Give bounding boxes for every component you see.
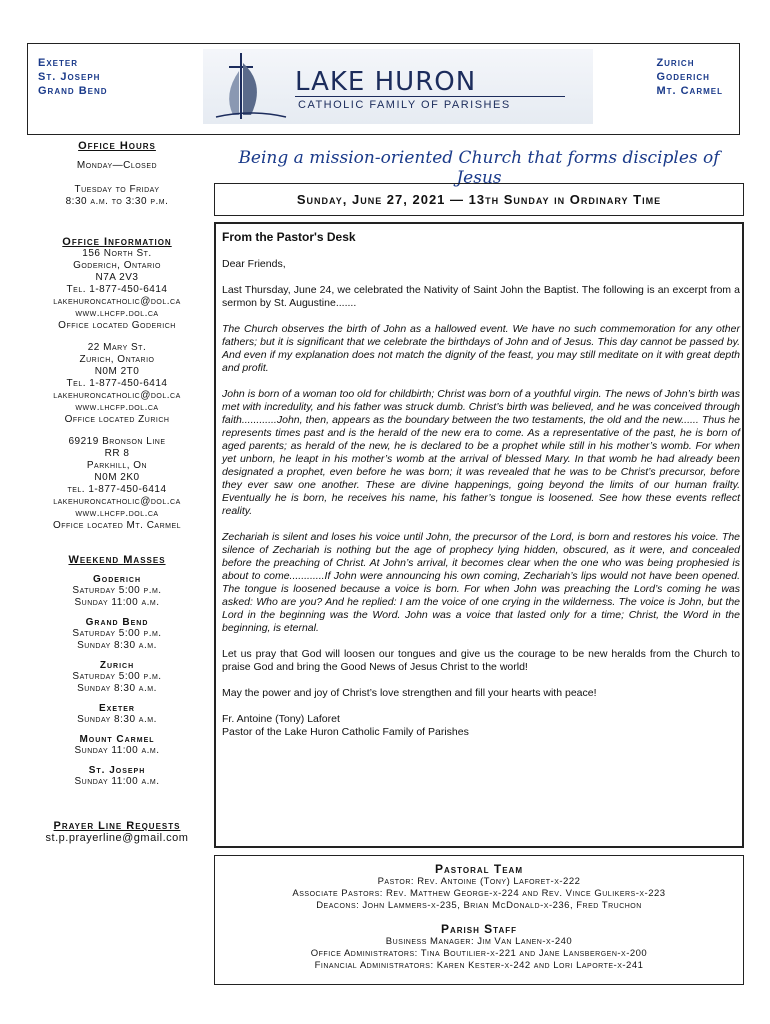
office-hours-line: Tuesday to Friday <box>74 184 160 195</box>
quote-paragraph: The Church observes the birth of John as a hallowed event. We have no such commemoration for any other fathers; but it is significant that we celebrate the birthdays of John and of Jesus. This day cannot be passed by. And even if my explanation does not match the dignity of the feast, you may still meditate on it with great depth and profit. <box>222 323 740 374</box>
mass-parish: Exeter <box>98 703 135 714</box>
staff-line: Pastor: Rev. Antoine (Tony) Laforet-x-222 <box>377 876 581 887</box>
parish-name: Grand Bend <box>38 85 108 97</box>
parish-name: Zurich <box>656 57 695 69</box>
cross-sail-icon <box>211 49 291 124</box>
staff-line: Financial Administrators: Karen Kester-x-242 and Lori Laporte-x-241 <box>314 960 644 971</box>
office-hours-title: Office Hours <box>78 140 156 152</box>
mass-time: Saturday 5:00 p.m. <box>72 628 162 639</box>
pastors-desk-title: From the Pastor's Desk <box>222 230 356 244</box>
mass-time: Saturday 5:00 p.m. <box>72 671 162 682</box>
mass-parish: Goderich <box>92 574 142 585</box>
office-line: 156 North St. <box>82 248 152 259</box>
office-block <box>27 436 207 532</box>
logo-title: LAKE HURON <box>295 67 477 97</box>
parish-staff-title: Parish Staff <box>440 922 518 936</box>
header <box>27 43 740 135</box>
office-line: Goderich, Ontario <box>73 260 161 271</box>
parishes-left <box>38 56 108 98</box>
office-email[interactable]: lakehuroncatholic@dol.ca <box>53 296 181 307</box>
paragraph: Let us pray that God will loosen our tongues and give us the courage to be new heralds from the Church to praise God and bring the Good News of Jesus Christ to the world! <box>222 648 740 673</box>
mass-time: Sunday 11:00 a.m. <box>74 597 160 608</box>
parish-name: Mt. Carmel <box>656 85 723 97</box>
parish-name: Exeter <box>38 57 79 69</box>
prayer-line-title: Prayer Line Requests <box>53 820 181 832</box>
office-phone: Tel. 1-877-450-6414 <box>66 378 168 389</box>
office-line: Parkhill, On <box>86 460 148 471</box>
staff-line: Office Administrators: Tina Boutilier-x-221 and Jane Lansbergen-x-200 <box>310 948 648 959</box>
greeting: Dear Friends, <box>222 258 286 270</box>
mass-parish: St. Joseph <box>88 765 146 776</box>
pastoral-team-title: Pastoral Team <box>435 862 523 876</box>
date-banner <box>214 183 744 216</box>
mass-time: Sunday 11:00 a.m. <box>74 776 160 787</box>
office-website[interactable]: www.lhcfp.dol.ca <box>75 508 159 519</box>
mass-time: Sunday 8:30 a.m. <box>77 640 157 651</box>
logo <box>203 49 593 124</box>
office-info-title: Office Information <box>62 236 172 248</box>
quote-paragraph: Zechariah is silent and loses his voice until John, the precursor of the Lord, is born and restores his voice. The silence of Zechariah is nothing but the age of prophecy lying hidden, obscured, as it were, and concealed before the preaching of Christ. At John’s arrival, it becomes clear when the one who was being prophesied is about to come............If John were announcing his own coming, Zechariah’s lips would not have been opened. The tongue is loosened because a voice is born. For when John was preaching the Lord’s coming he was asked: Who are you? And he replied: I am the voice of one crying in the wilderness. The voice is John, but the Lord in the beginning was the Word. John was a voice that lasted only for a time; Christ, the Word in the beginning, is eternal. <box>222 531 740 634</box>
mass-time: Sunday 8:30 a.m. <box>77 714 157 725</box>
pastors-desk <box>214 222 744 848</box>
office-line: N7A 2V3 <box>95 272 139 283</box>
office-phone: Tel. 1-877-450-6414 <box>66 284 168 295</box>
staff-line: Associate Pastors: Rev. Matthew George-x-224 and Rev. Vince Gulikers-x-223 <box>292 888 666 899</box>
office-email[interactable]: lakehuroncatholic@dol.ca <box>53 390 181 401</box>
staff-line: Deacons: John Lammers-x-235, Brian McDonald-x-236, Fred Truchon <box>316 900 642 911</box>
parish-name: Goderich <box>656 71 710 83</box>
paragraph: Last Thursday, June 24, we celebrated the Nativity of Saint John the Baptist. The following is an excerpt from a sermon by St. Augustine....... <box>222 284 740 309</box>
office-line: Zurich, Ontario <box>79 354 155 365</box>
parish-name: St. Joseph <box>38 71 101 83</box>
office-hours-line: Monday—Closed <box>76 160 158 171</box>
office-website[interactable]: www.lhcfp.dol.ca <box>75 308 159 319</box>
office-hours-line: 8:30 a.m. to 3:30 p.m. <box>65 196 169 207</box>
weekend-masses-title: Weekend Masses <box>68 554 166 566</box>
parishes-right <box>656 56 723 98</box>
sidebar <box>27 140 207 844</box>
logo-subtitle: CATHOLIC FAMILY OF PARISHES <box>298 99 511 111</box>
office-line: 22 Mary St. <box>87 342 147 353</box>
mass-time: Sunday 11:00 a.m. <box>74 745 160 756</box>
mass-parish: Zurich <box>99 660 135 671</box>
mass-time: Saturday 5:00 p.m. <box>72 585 162 596</box>
staff-box <box>214 855 744 985</box>
office-line: N0M 2T0 <box>94 366 140 377</box>
office-email[interactable]: lakehuroncatholic@dol.ca <box>53 496 181 507</box>
quote-paragraph: John is born of a woman too old for childbirth; Christ was born of a youthful virgin. The news of John’s birth was met with incredulity, and his father was struck dumb. Christ’s birth was believed, and he was conceived through faith............John, then, appears as the boundary between the two testaments, the old and the new...... Thus he represents times past and is the herald of the new era to come. As a representative of the past, he is born of aged parents; as herald of the new, he is declared to be a prophet while still in his mother’s womb. For when yet unborn, he leapt in his mother’s womb at the arrival of blessed Mary. In that womb he had already been designated a prophet, even before he was born; it was revealed that he was to be Christ’s precursor, before they ever saw one another. These are divine happenings, going beyond the limits of our human frailty. Eventually he is born, he receives his name, his father’s tongue is loosened. See how these events reflect reality. <box>222 388 740 517</box>
prayer-email[interactable]: st.p.prayerline@gmail.com <box>45 832 189 844</box>
paragraph: May the power and joy of Christ’s love strengthen and fill your hearts with peace! <box>222 687 597 699</box>
office-line: Office located Mt. Carmel <box>52 520 182 531</box>
mass-time: Sunday 8:30 a.m. <box>77 683 157 694</box>
office-line: 69219 Bronson Line <box>68 436 166 447</box>
office-line: N0M 2K0 <box>94 472 140 483</box>
office-website[interactable]: www.lhcfp.dol.ca <box>75 402 159 413</box>
mass-parish: Grand Bend <box>85 617 149 628</box>
office-block <box>27 342 207 426</box>
office-line: RR 8 <box>104 448 130 459</box>
date-line: Sunday, June 27, 2021 — 13th Sunday in Ordinary Time <box>296 192 662 207</box>
slogan: Being a mission-oriented Church that forms disciples of Jesus <box>238 148 720 188</box>
office-line: Office located Goderich <box>58 320 176 331</box>
signature-name: Fr. Antoine (Tony) Laforet <box>222 713 340 725</box>
mass-parish: Mount Carmel <box>79 734 155 745</box>
staff-line: Business Manager: Jim Van Lanen-x-240 <box>385 936 573 947</box>
office-line: Office located Zurich <box>64 414 170 425</box>
office-phone: tel. 1-877-450-6414 <box>67 484 167 495</box>
office-block <box>27 248 207 332</box>
signature-title: Pastor of the Lake Huron Catholic Family of Parishes <box>222 726 469 738</box>
